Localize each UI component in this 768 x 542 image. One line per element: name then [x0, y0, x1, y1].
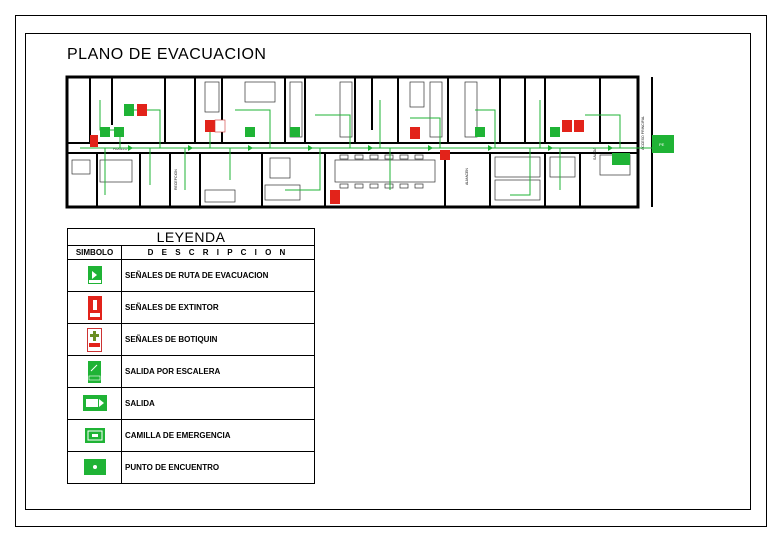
stair-exit-sign-icon [550, 127, 560, 137]
walls [67, 77, 652, 207]
exit-sign-icon [612, 153, 630, 165]
stair-exit-sign-icon [100, 127, 110, 137]
evacuation-route-sign-icon [88, 266, 102, 284]
legend-row [68, 260, 315, 292]
stair-exit-sign-icon [290, 127, 300, 137]
extinguisher-sign-icon [90, 135, 98, 147]
extinguisher-sign-icon [410, 127, 420, 139]
meeting-point-label: PE [659, 142, 665, 147]
legend-item-label: SEÑALES DE RUTA DE EVACUACION [122, 260, 315, 292]
first-aid-sign-icon [87, 328, 102, 352]
stair-exit-sign-icon [475, 127, 485, 137]
extinguisher-sign-icon [205, 120, 215, 132]
extinguisher-sign-icon [88, 296, 102, 320]
legend-row [68, 452, 315, 484]
legend-item-label: SEÑALES DE BOTIQUIN [122, 324, 315, 356]
legend-col-symbol: SIMBOLO [68, 246, 122, 260]
extinguisher-sign-icon [137, 104, 147, 116]
stair-exit-sign-icon [245, 127, 255, 137]
legend-row [68, 292, 315, 324]
legend-table [67, 228, 315, 484]
plan-title: PLANO DE EVACUACION [67, 46, 267, 63]
legend-row [68, 388, 315, 420]
legend-row [68, 324, 315, 356]
extinguisher-sign-icon [330, 190, 340, 204]
extinguisher-sign-icon [574, 120, 584, 132]
legend-row [68, 356, 315, 388]
room-label-recepcion: RECEPCION [174, 169, 178, 190]
stair-exit-sign-icon [114, 127, 124, 137]
legend-title: LEYENDA [68, 229, 315, 246]
stair-exit-sign-icon [124, 104, 134, 116]
legend-item-label: SALIDA [122, 388, 315, 420]
stretcher-sign-icon [85, 428, 105, 443]
room-label-almacen: ALMACEN [465, 168, 469, 185]
first-aid-sign-icon [215, 120, 225, 132]
room-label-salida: SALIDA [593, 147, 597, 160]
legend-item-label: CAMILLA DE EMERGENCIA [122, 420, 315, 452]
legend-item-label: SEÑALES DE EXTINTOR [122, 292, 315, 324]
room-label-acceso: ACCESO PRINCIPAL [641, 116, 645, 150]
legend-col-description: D E S C R I P C I O N [122, 246, 315, 260]
exit-sign-icon [83, 395, 107, 411]
legend-item-label: PUNTO DE ENCUENTRO [122, 452, 315, 484]
stair-exit-sign-icon [88, 361, 101, 383]
legend-item-label: SALIDA POR ESCALERA [122, 356, 315, 388]
extinguisher-sign-icon [440, 150, 450, 160]
room-label-pasillo: PASILLO [113, 147, 128, 151]
extinguisher-sign-icon [562, 120, 572, 132]
legend-row [68, 420, 315, 452]
meeting-point-sign-icon [84, 459, 106, 475]
